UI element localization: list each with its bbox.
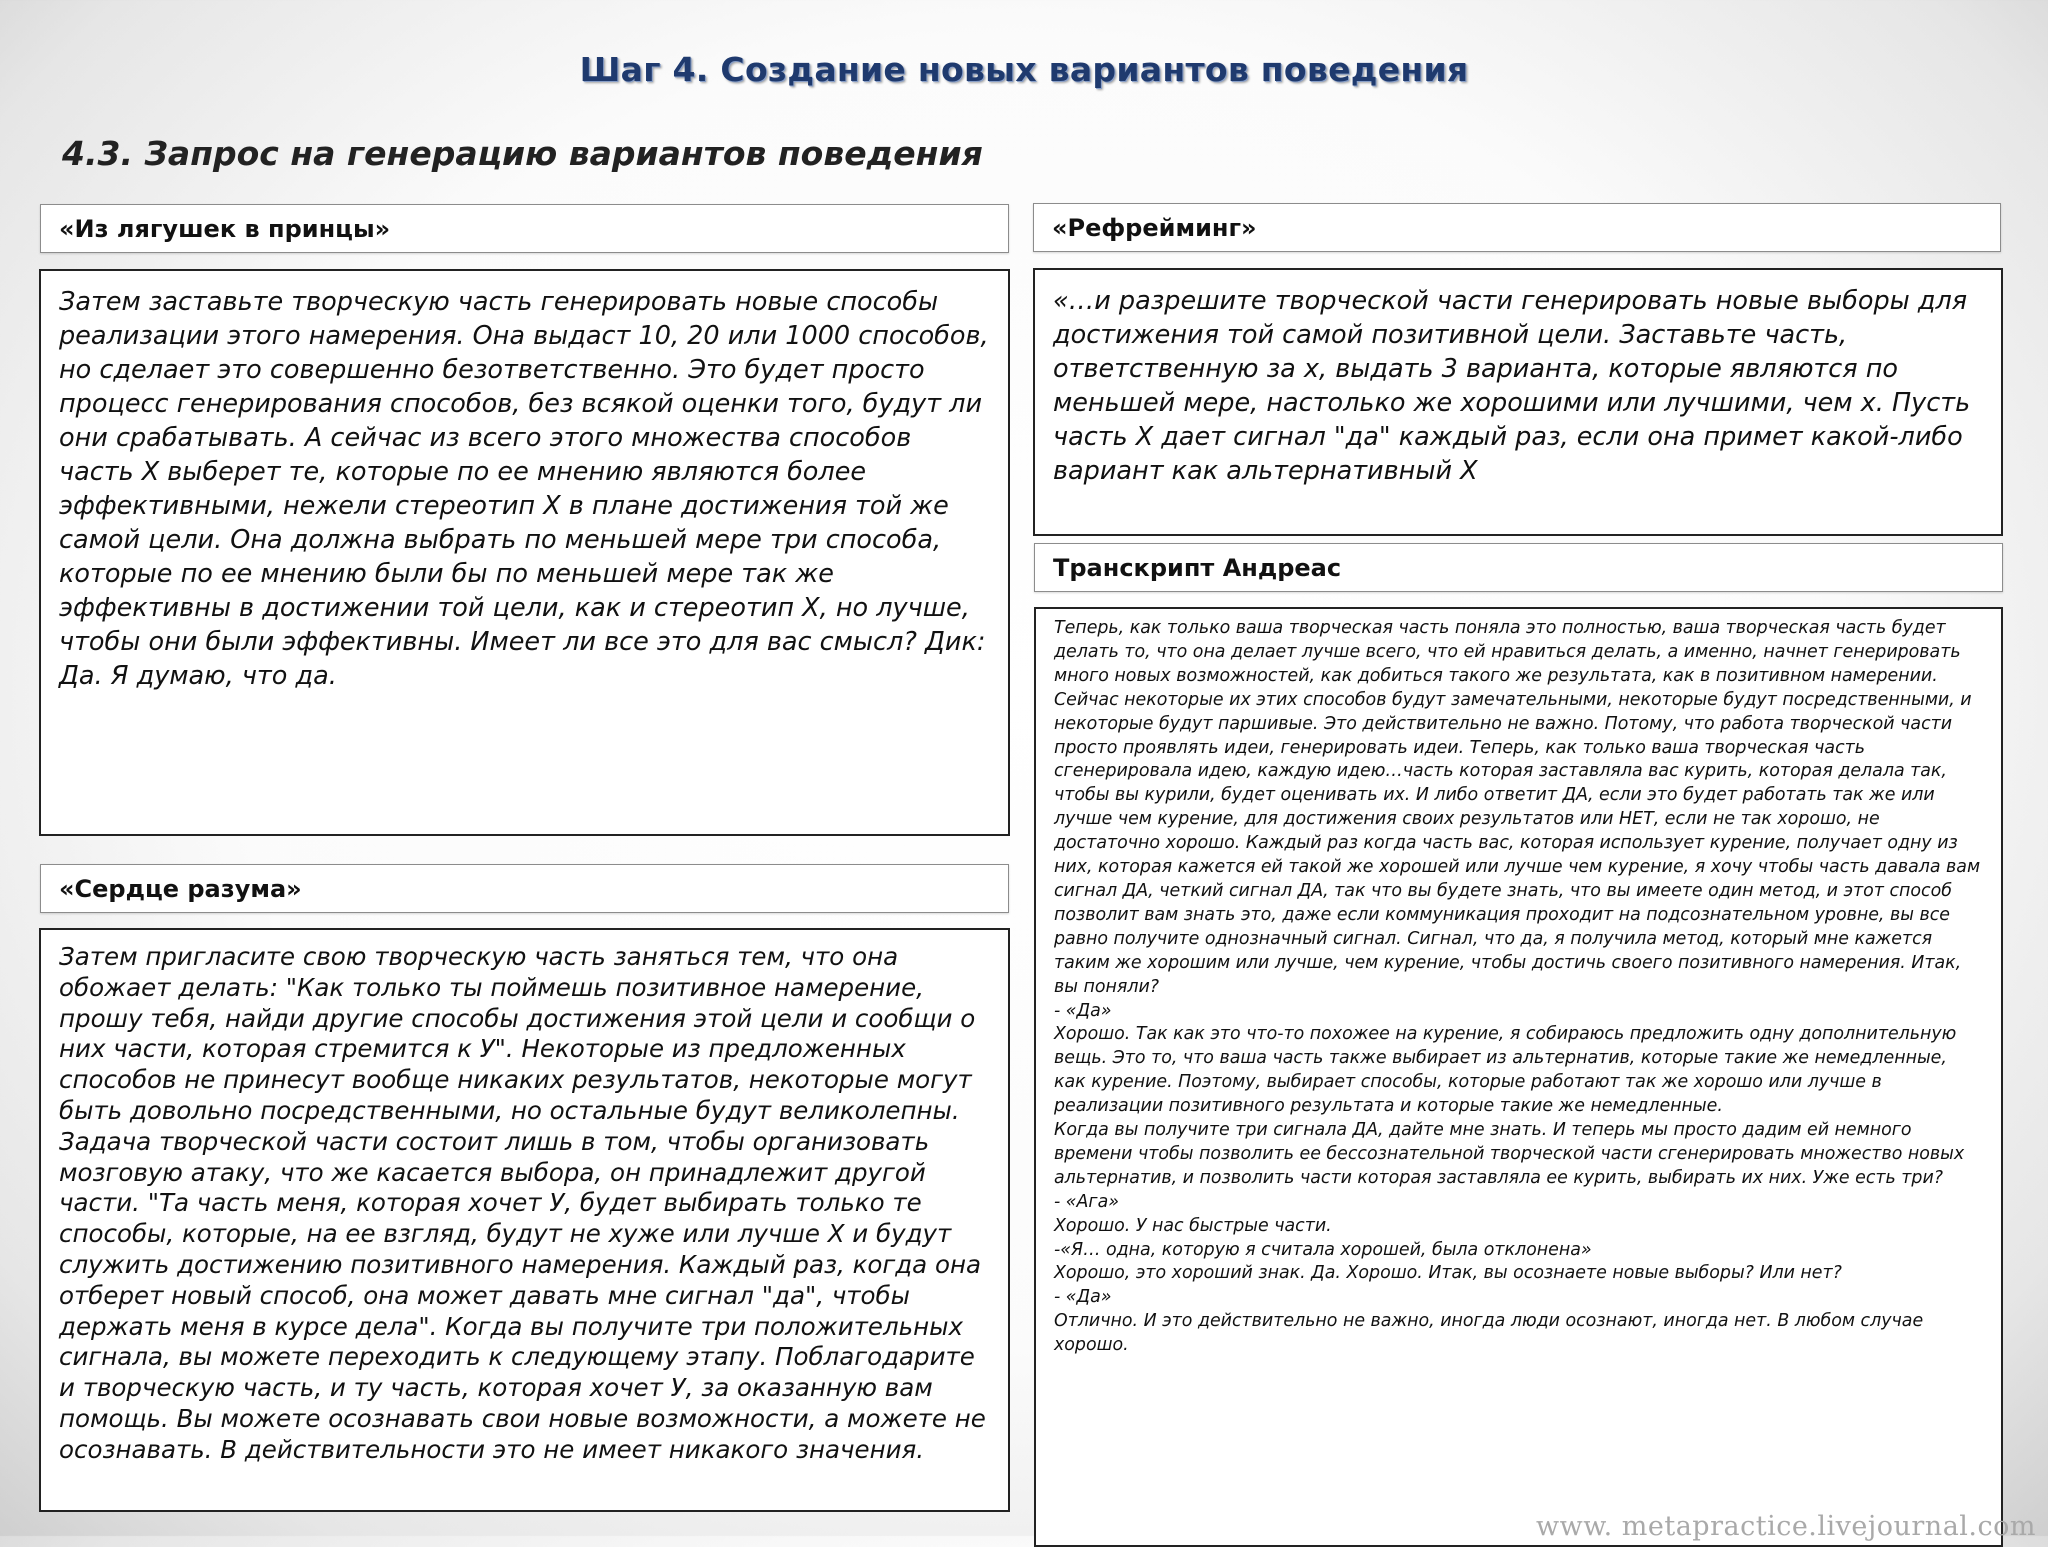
reframing-text: «…и разрешите творческой части генерировать новые выборы для достижения той самой позитивной цели. Заставьте часть, ответственную за х, выдать 3 варианта, которые являются по меньшей мере, настолько же хорошими или лучшими, чем х. Пусть часть Х дает сигнал "да" каждый раз, если она примет какой-либо вариант как альтернативный Х <box>1053 286 1971 486</box>
transcript-text-box <box>1034 607 2003 1547</box>
frogs-text-box <box>39 269 1010 836</box>
heart-text-box <box>39 928 1010 1512</box>
frogs-text: Затем заставьте творческую часть генерировать новые способы реализации этого намерения. Она выдаст 10, 20 или 1000 способов, но сделает это совершенно безответственно. Это будет просто процесс генерирования способов, без всякой оценки того, будут ли они срабатывать. А сейчас из всего этого множества способов часть Х выберет те, которые по ее мнению являются более эффективными, нежели стереотип Х в плане достижения той же самой цели. Она должна выбрать по меньшей мере три способа, которые по ее мнению были бы по меньшей мере так же эффективны в достижении той цели, как и стереотип Х, но лучше, чтобы они были эффективны. Имеет ли все это для вас смысл? Дик: Да. Я думаю, что да. <box>59 287 989 691</box>
slide-subtitle: 4.3. Запрос на генерацию вариантов поведения <box>62 134 983 173</box>
transcript-paragraph: - «Да» <box>1054 1000 1112 1021</box>
transcript-paragraph: -«Я… одна, которую я считала хорошей, была отклонена» <box>1054 1239 1592 1260</box>
heart-text: Затем пригласите свою творческую часть заняться тем, что она обожает делать: "Как только ты поймешь позитивное намерение, прошу тебя, найди другие способы достижения этой цели и сообщи о них части, которая стремится к У". Некоторые из предложенных способов не принесут вообще никаких результатов, некоторые могут быть довольно посредственными, но остальные будут великолепны. Задача творческой части состоит лишь в том, чтобы организовать мозговую атаку, что же касается выбора, он принадлежит другой части. "Та часть меня, которая хочет У, будет выбирать только те способы, которые, на ее взгляд, будут не хуже или лучше Х и будут служить достижению позитивного намерения. Каждый раз, когда она отберет новый способ, она может давать мне сигнал "да", чтобы держать меня в курсе дела". Когда вы получите три положительных сигнала, вы можете переходить к следующему этапу. Поблагодарите и творческую часть, и ту часть, которая хочет У, за оказанную вам помощь. Вы можете осознавать свои новые возможности, а можете не осознавать. В действительности это не имеет никакого значения. <box>59 942 986 1464</box>
transcript-paragraph: Когда вы получите три сигнала ДА, дайте мне знать. И теперь мы просто дадим ей немного времени чтобы позволить ее бессознательной творческой части сгенерировать множество новых альтернатив, и позволить части которая заставляла ее курить, выбирать их них. Уже есть три? <box>1054 1120 1965 1188</box>
transcript-paragraph: Отлично. И это действительно не важно, иногда люди осознают, иногда нет. В любом случае хорошо. <box>1054 1311 1924 1356</box>
transcript-paragraph: - «Да» <box>1054 1287 1112 1308</box>
transcript-paragraph: Теперь, как только ваша творческая часть поняла это полностью, ваша творческая часть будет делать то, что она делает лучше всего, что ей нравиться делать, а именно, начнет генерировать много новых возможностей, как добиться такого же результата, как в позитивном намерении. Сейчас некоторые их этих способов будут замечательными, некоторые будут посредственными, и некоторые будут паршивые. Это действительно не важно. Потому, что работа творческой части просто проявлять идеи, генерировать идеи. Теперь, как только ваша творческая часть сгенерировала идею, каждую идею…часть которая заставляла вас курить, которая делала так, чтобы вы курили, будет оценивать их. И либо ответит ДА, если это будет работать так же или лучше чем курение, для достижения своих результатов или НЕТ, если не так хорошо, не достаточно хорошо. Каждый раз когда часть вас, которая использует курение, получает одну из них, которая кажется ей такой же хорошей или лучше чем курение, я хочу чтобы часть давала вам сигнал ДА, четкий сигнал ДА, так что вы будете знать, что вы имеете один метод, и этот способ позволит вам знать это, даже если коммуникация проходит на подсознательном уровне, вы все равно получите однозначный сигнал. Сигнал, что да, я получила метод, который мне кажется таким же хорошим или лучше, чем курение, чтобы достичь своего позитивного намерения. Итак, вы поняли? <box>1054 618 1981 997</box>
transcript-heading: Транскрипт Андреас <box>1034 543 2003 592</box>
heart-heading: «Сердце разума» <box>40 864 1009 913</box>
transcript-paragraph: Хорошо. У нас быстрые части. <box>1054 1215 1332 1236</box>
transcript-paragraph: Хорошо, это хороший знак. Да. Хорошо. Итак, вы осознаете новые выборы? Или нет? <box>1054 1263 1842 1284</box>
reframing-heading: «Рефрейминг» <box>1033 203 2001 252</box>
footer-watermark: www. metapractice.livejournal.com <box>1535 1511 2036 1542</box>
transcript-paragraph: - «Ага» <box>1054 1191 1119 1212</box>
reframing-text-box <box>1033 268 2003 536</box>
transcript-paragraph: Хорошо. Так как это что-то похожее на курение, я собираюсь предложить одну дополнительную вещь. Это то, что ваша часть также выбирает из альтернатив, которые такие же немедленные, как курение. Поэтому, выбирает способы, которые работают так же хорошо или лучше в реализации позитивного результата и которые такие же немедленные. <box>1054 1024 1957 1117</box>
slide-title: Шаг 4. Создание новых вариантов поведения <box>579 50 1469 89</box>
frogs-heading: «Из лягушек в принцы» <box>40 204 1009 253</box>
